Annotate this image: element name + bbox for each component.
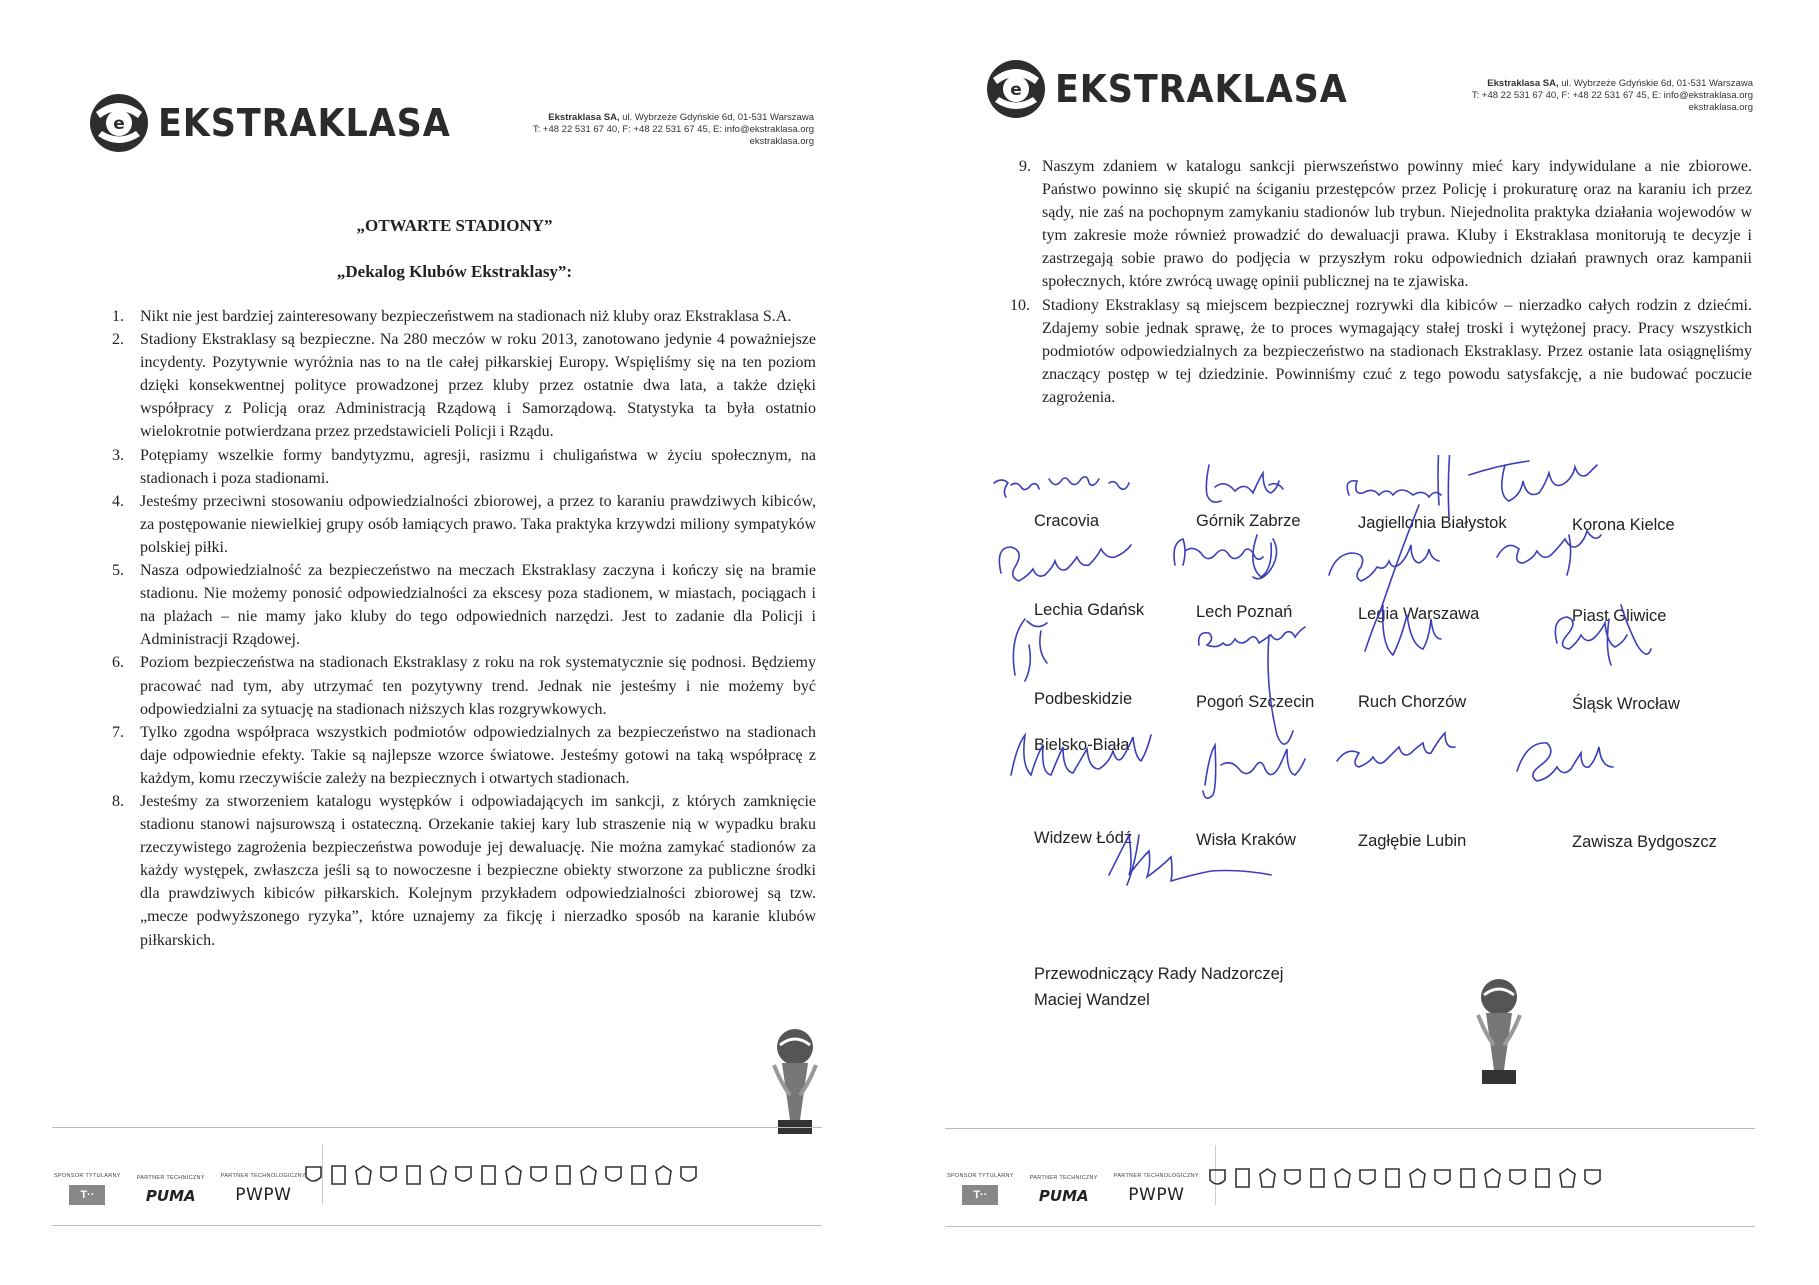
club-crest-icon: [380, 1165, 397, 1185]
sponsor-technical: PARTNER TECHNICZNY PUMA: [1029, 1175, 1098, 1205]
puma-logo: PUMA: [1038, 1187, 1089, 1205]
document-page-1: [0, 0, 909, 1285]
club-crest-icon: [455, 1165, 472, 1185]
club-crest-icon: [530, 1165, 547, 1185]
signatory-label: Górnik Zabrze: [1196, 512, 1301, 530]
list-item: 9. Naszym zdaniem w katalogu sankcji pierwszeństwo powinny mieć kary indywidulane a nie zbiorowe. Państwo powinno się skupić na ściganiu przestępców przez Policję i prokuraturę oraz na karaniu ich przez sądy, nie zaś na pochopnym zamykaniu stadionów lub trybun. Niejednolita praktyka działania wojewodów w tym zakresie może również prowadzić do dewaluacji prawa. Kluby i Ekstraklasa monitorują te decyzje i zastrzegają sobie prawo do podjęcia w przyszłym roku odpowiednich działań prawnych oraz kampanii społecznych, które zwrócą uwagę opinii publicznej na te zjawiska.: [1019, 158, 1752, 291]
club-crest-icon: [330, 1165, 347, 1185]
sponsor-technical: PARTNER TECHNICZNY PUMA: [136, 1175, 205, 1205]
document-title: „OTWARTE STADIONY”: [356, 216, 553, 235]
club-crest-icon: [1409, 1168, 1426, 1188]
club-crest-icon: [405, 1165, 422, 1185]
list-item: 3. Potępiamy wszelkie formy bandytyzmu, agresji, rasizmu i chuligaństwa w życiu społecznym, na stadionach i poza stadionami.: [112, 446, 816, 487]
telekom-logo: T··: [962, 1185, 998, 1205]
document-page-2: [909, 0, 1819, 1285]
list-item: 8. Jesteśmy za stworzeniem katalogu występków i odpowiadających im sankcji, z których zamknięcie stadionu stanowi najsurowszą i ostateczną. Orzekanie takiej kary lub straszenie nią w wypadku braku rzeczywistego zagrożenia bezpieczeństwa powoduje jej dewaluację. Nie można zamykać stadionów za każdy występek, zwłaszcza jeśli są to nowoczesne i bezpieczne obiekty stworzone za publiczne środki dla prawdziwych kibiców piłkarskich. Kolejnym przykładem odpowiedzialności zbiorowej są tzw. „mecze podwyższonego ryzyka”, które uznajemy za fikcję i nierzadko sposób na karanie klubów piłkarskich.: [112, 792, 816, 949]
club-crest-icon: [1259, 1168, 1276, 1188]
svg-text:e: e: [1010, 80, 1022, 100]
company-address: Ekstraklasa SA, ul. Wybrzeże Gdyńskie 6d, 01-531 Warszawa T: +48 22 531 67 40, F: +48 22 531 67 45, E: info@ekstraklasa.org ekstraklasa.org: [1471, 78, 1753, 113]
club-crest-icon: [305, 1165, 322, 1185]
signatory-label: Lechia Gdańsk: [1034, 601, 1145, 619]
sponsors-bar: [54, 1145, 323, 1205]
signatory-label: Podbeskidzie: [1034, 690, 1133, 708]
chairman-name: Maciej Wandzel: [1034, 991, 1150, 1009]
signatory-label: Widzew Łódź: [1034, 829, 1133, 847]
chairman-role: Przewodniczący Rady Nadzorczej: [1034, 965, 1284, 983]
svg-text:e: e: [113, 114, 125, 134]
signatory-label: Wisła Kraków: [1196, 831, 1296, 849]
signatory-label: Jagiellonia Białystok: [1358, 514, 1507, 532]
signatory-label: Śląsk Wrocław: [1572, 695, 1680, 713]
club-crest-icon: [1484, 1168, 1501, 1188]
ball-logo-icon: [88, 92, 150, 154]
list-item: 4. Jesteśmy przeciwni stosowaniu odpowiedzialności zbiorowej, a przez to karaniu prawdziwych kibiców, za postępowanie niewielkiej grupy osób łamiących prawo. Taka praktyka krzywdzi miliony sympatyków polskiej piłki.: [112, 492, 816, 556]
signatory-label: Legia Warszawa: [1358, 605, 1480, 623]
signatory-label: Pogoń Szczecin: [1196, 693, 1315, 711]
club-crest-icon: [505, 1165, 522, 1185]
club-crest-icon: [355, 1165, 372, 1185]
club-crest-icon: [555, 1165, 572, 1185]
club-crest-icon: [1209, 1168, 1226, 1188]
club-crest-icon: [1309, 1168, 1326, 1188]
club-crest-icon: [1234, 1168, 1251, 1188]
trophy-icon: [760, 1025, 830, 1140]
list-item: 6. Poziom bezpieczeństwa na stadionach Ekstraklasy z roku na rok systematycznie się podnosi. Będziemy pracować nad tym, aby utrzymać ten pozytywny trend. Jednak nie jesteśmy i nie możemy być odpowiedzialni za sytuację na stadionach niższych klas rozgrywkowych.: [112, 654, 816, 718]
ball-logo-icon: [985, 58, 1047, 120]
ekstraklasa-logo: [985, 58, 1373, 120]
brand-name: EKSTRAKLASA: [158, 101, 451, 145]
club-crest-icon: [680, 1165, 697, 1185]
list-item: 7. Tylko zgodna współpraca wszystkich podmiotów odpowiedzialnych za bezpieczeństwo na stadionach daje odpowiednie efekty. Takie są najlepsze wzorce światowe. Jesteśmy gotowi na taką współpracę z każdym, komu rzeczywiście zależy na bezpiecznych i otwartych stadionach.: [112, 723, 816, 787]
club-crest-icon: [1509, 1168, 1526, 1188]
company-address: Ekstraklasa SA, ul. Wybrzeże Gdyńskie 6d, 01-531 Warszawa T: +48 22 531 67 40, F: +48 22 531 67 45, E: info@ekstraklasa.org ekstraklasa.org: [532, 112, 814, 147]
list-item: 10. Stadiony Ekstraklasy są miejscem bezpiecznej rozrywki dla kibiców – nierzadko całych rodzin z dziećmi. Zdajemy sobie jednak sprawę, że to proces wymagający stałej troski i wytężonej pracy. Pracy wszystkich podmiotów odpowiedzialnych za bezpieczeństwo na stadionach Ekstraklasy. Przez ostanie lata osiągnęliśmy znaczący postęp w tej dziedzinie. Powinniśmy czuć z tego powodu satysfakcję, a nie budować poczucie zagrożenia.: [1010, 296, 1752, 406]
club-crest-icon: [1284, 1168, 1301, 1188]
brand-name: EKSTRAKLASA: [1055, 67, 1348, 111]
club-crest-icon: [1584, 1168, 1601, 1188]
signatory-label: Bielsko-Biała: [1034, 736, 1130, 754]
club-crest-icon: [655, 1165, 672, 1185]
signatory-label: Zagłębie Lubin: [1358, 832, 1467, 850]
club-crest-icon: [1334, 1168, 1351, 1188]
club-crest-icon: [480, 1165, 497, 1185]
list-item: 1. Nikt nie jest bardziej zainteresowany bezpieczeństwem na stadionach niż kluby oraz Ekstraklasa S.A.: [112, 308, 792, 325]
club-crest-icon: [1559, 1168, 1576, 1188]
sponsors-bar: [947, 1145, 1216, 1205]
pwpw-logo: PWPW: [1128, 1185, 1185, 1205]
club-crest-icon: [430, 1165, 447, 1185]
club-crests: [1209, 1168, 1601, 1188]
signatory-label: Korona Kielce: [1572, 516, 1675, 534]
trophy-icon: [1464, 975, 1534, 1090]
club-crest-icon: [580, 1165, 597, 1185]
telekom-logo: T··: [69, 1185, 105, 1205]
decalogue-list-part-1: [112, 305, 816, 952]
signatory-label: Lech Poznań: [1196, 603, 1293, 621]
club-crest-icon: [630, 1165, 647, 1185]
list-item: 2. Stadiony Ekstraklasy są bezpieczne. Na 280 meczów w roku 2013, zanotowano jedynie 4 poważniejsze incydenty. Pozytywnie wyróżnia nas to na tle całej piłkarskiej Europy. Wspięliśmy się na ten poziom dzięki konsekwentnej polityce prowadzonej przez kluby przez ostatnie dwa lata, a także dzięki współpracy z Policją oraz Administracją Rządową i Samorządową. Statystyka ta była ostatnio wielokrotnie potwierdzana przez przedstawicieli Policji i Rządu.: [112, 331, 816, 441]
puma-logo: PUMA: [145, 1187, 196, 1205]
document-subtitle: „Dekalog Klubów Ekstraklasy”:: [336, 262, 573, 281]
club-crest-icon: [1434, 1168, 1451, 1188]
club-crest-icon: [1459, 1168, 1476, 1188]
club-crest-icon: [1384, 1168, 1401, 1188]
sponsor-title: SPONSOR TYTULARNY T··: [947, 1173, 1014, 1205]
sponsor-technology: PARTNER TECHNOLOGICZNY PWPW: [1113, 1173, 1199, 1205]
sponsor-technology: PARTNER TECHNOLOGICZNY PWPW: [220, 1173, 306, 1205]
handwritten-signatures: [909, 455, 1819, 975]
list-item: 5. Nasza odpowiedzialność za bezpieczeństwo na meczach Ekstraklasy zaczyna i kończy się na bramie stadionu. Nie możemy ponosić odpowiedzialności za ekscesy poza stadionem, w miastach, pociągach i na plażach – nie mamy jako kluby do tego odpowiednich narzędzi. Jest to zadanie dla Policji i Administracji Rządowej.: [112, 562, 816, 649]
signatory-label: Piast Gliwice: [1572, 607, 1667, 625]
pwpw-logo: PWPW: [235, 1185, 292, 1205]
club-crest-icon: [605, 1165, 622, 1185]
club-crests: [305, 1165, 697, 1185]
sponsor-title: SPONSOR TYTULARNY T··: [54, 1173, 121, 1205]
signatory-label: Cracovia: [1034, 512, 1100, 530]
decalogue-list-part-2: [1010, 155, 1752, 409]
signatory-label: Zawisza Bydgoszcz: [1572, 833, 1717, 851]
signatory-label: Ruch Chorzów: [1358, 693, 1467, 711]
club-crest-icon: [1359, 1168, 1376, 1188]
club-crest-icon: [1534, 1168, 1551, 1188]
ekstraklasa-logo: [88, 92, 476, 154]
